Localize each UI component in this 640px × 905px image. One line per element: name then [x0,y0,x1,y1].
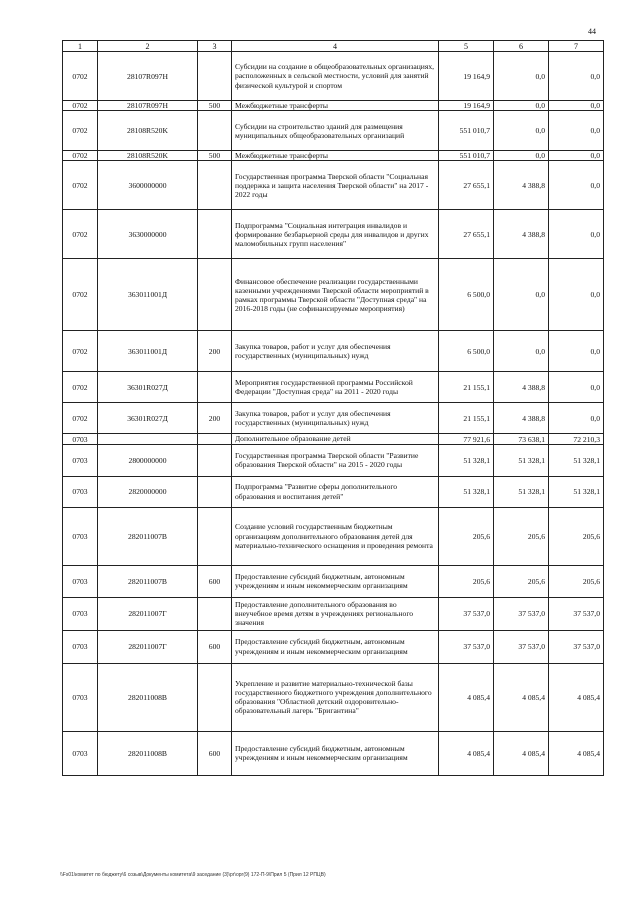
amount-col5-cell: 205,6 [439,565,494,597]
item-name-cell: Финансовое обеспечение реализации государственными казенными учреждениями Тверской области мероприятий в рамках программы Тверской области "Доступная среда" на 2016-2018 годы (не софинансируемые мероприятия) [232,259,439,331]
table-row [63,597,604,630]
amount-col7-cell: 0,0 [549,111,604,151]
target-code-cell: 282011007B [98,507,198,565]
section-code-cell: 0703 [63,476,98,507]
table-row [63,101,604,111]
amount-col7-cell: 0,0 [549,331,604,372]
table-row [63,434,604,444]
amount-col7-cell: 0,0 [549,151,604,161]
target-code-cell: 363011001Д [98,259,198,331]
expense-type-cell: 600 [198,630,232,663]
amount-col6-cell: 37 537,0 [494,630,549,663]
amount-col5-cell: 77 921,6 [439,434,494,444]
amount-col5-cell: 4 085,4 [439,731,494,775]
section-code-cell: 0703 [63,731,98,775]
column-header: 3 [198,41,232,52]
table-row [63,259,604,331]
table-row [63,403,604,434]
amount-col6-cell: 0,0 [494,111,549,151]
amount-col7-cell: 4 085,4 [549,731,604,775]
column-header: 4 [232,41,439,52]
section-code-cell: 0702 [63,111,98,151]
expense-type-cell: 600 [198,731,232,775]
amount-col5-cell: 551 010,7 [439,151,494,161]
target-code-cell: 28107R097H [98,52,198,101]
amount-col6-cell: 37 537,0 [494,597,549,630]
amount-col5-cell: 51 328,1 [439,476,494,507]
amount-col5-cell: 6 500,0 [439,259,494,331]
amount-col6-cell: 205,6 [494,507,549,565]
expense-type-cell [198,476,232,507]
table-row [63,630,604,663]
amount-col5-cell: 37 537,0 [439,630,494,663]
amount-col6-cell: 0,0 [494,101,549,111]
amount-col5-cell: 21 155,1 [439,403,494,434]
target-code-cell: 28108R520K [98,111,198,151]
expense-type-cell: 500 [198,101,232,111]
table-row [63,111,604,151]
amount-col7-cell: 51 328,1 [549,444,604,476]
amount-col7-cell: 37 537,0 [549,630,604,663]
amount-col5-cell: 4 085,4 [439,663,494,731]
amount-col7-cell: 0,0 [549,259,604,331]
target-code-cell: 282011008B [98,663,198,731]
target-code-cell: 28107R097H [98,101,198,111]
amount-col6-cell: 0,0 [494,331,549,372]
expense-type-cell [198,372,232,403]
expense-type-cell [198,259,232,331]
column-header: 6 [494,41,549,52]
amount-col5-cell: 6 500,0 [439,331,494,372]
file-path-footer: \\Fs01\комитет по бюджету\6 созыв\Документы комитета\9 заседание (3)\рг\орг(9) 172-П-9\Прил 5 (Прил 12 РПЦВ) [60,872,326,878]
item-name-cell: Субсидии на создание в общеобразовательных организациях, расположенных в сельской местности, условий для занятий физической культурой и спортом [232,52,439,101]
expense-type-cell: 500 [198,151,232,161]
expense-type-cell: 200 [198,331,232,372]
expense-type-cell [198,52,232,101]
amount-col6-cell: 4 085,4 [494,731,549,775]
item-name-cell: Межбюджетные трансферты [232,101,439,111]
amount-col6-cell: 205,6 [494,565,549,597]
expense-type-cell [198,434,232,444]
expense-type-cell [198,663,232,731]
target-code-cell [98,434,198,444]
amount-col7-cell: 0,0 [549,210,604,259]
amount-col6-cell: 4 085,4 [494,663,549,731]
section-code-cell: 0702 [63,331,98,372]
target-code-cell: 282011007B [98,565,198,597]
amount-col6-cell: 0,0 [494,52,549,101]
amount-col7-cell: 205,6 [549,565,604,597]
item-name-cell: Государственная программа Тверской области "Социальная поддержка и защита населения Тверской области" на 2017 - 2022 годы [232,161,439,210]
expense-type-cell [198,161,232,210]
amount-col7-cell: 0,0 [549,52,604,101]
section-code-cell: 0702 [63,161,98,210]
amount-col6-cell: 4 388,8 [494,161,549,210]
target-code-cell: 282011008B [98,731,198,775]
item-name-cell: Укрепление и развитие материально-технической базы государственного бюджетного учреждения дополнительного образования "Областной детский оздоровительно-образовательный лагерь "Бригантина" [232,663,439,731]
table-row [63,52,604,101]
item-name-cell: Предоставление субсидий бюджетным, автономным учреждениям и иным некоммерческим организациям [232,630,439,663]
section-code-cell: 0702 [63,101,98,111]
amount-col7-cell: 72 210,3 [549,434,604,444]
item-name-cell: Закупка товаров, работ и услуг для обеспечения государственных (муниципальных) нужд [232,331,439,372]
item-name-cell: Предоставление субсидий бюджетным, автономным учреждениям и иным некоммерческим организациям [232,565,439,597]
amount-col5-cell: 551 010,7 [439,111,494,151]
item-name-cell: Межбюджетные трансферты [232,151,439,161]
table-row [63,331,604,372]
section-code-cell: 0702 [63,403,98,434]
item-name-cell: Подпрограмма "Социальная интеграция инвалидов и формирование безбарьерной среды для инвалидов и других маломобильных групп населения" [232,210,439,259]
item-name-cell: Государственная программа Тверской области "Развитие образования Тверской области" на 2015 - 2020 годы [232,444,439,476]
amount-col5-cell: 51 328,1 [439,444,494,476]
amount-col7-cell: 51 328,1 [549,476,604,507]
column-header: 2 [98,41,198,52]
item-name-cell: Закупка товаров, работ и услуг для обеспечения государственных (муниципальных) нужд [232,403,439,434]
amount-col7-cell: 4 085,4 [549,663,604,731]
budget-table [62,40,604,776]
amount-col6-cell: 51 328,1 [494,476,549,507]
table-row [63,151,604,161]
item-name-cell: Мероприятия государственной программы Российской Федерации "Доступная среда" на 2011 - 2020 годы [232,372,439,403]
amount-col7-cell: 37 537,0 [549,597,604,630]
section-code-cell: 0703 [63,663,98,731]
section-code-cell: 0703 [63,444,98,476]
section-code-cell: 0703 [63,597,98,630]
amount-col5-cell: 205,6 [439,507,494,565]
target-code-cell: 282011007Г [98,630,198,663]
amount-col6-cell: 0,0 [494,151,549,161]
target-code-cell: 28108R520K [98,151,198,161]
target-code-cell: 2820000000 [98,476,198,507]
table-row [63,476,604,507]
table-row [63,161,604,210]
target-code-cell: 282011007Г [98,597,198,630]
amount-col5-cell: 27 655,1 [439,161,494,210]
column-header: 5 [439,41,494,52]
amount-col7-cell: 0,0 [549,101,604,111]
section-code-cell: 0702 [63,259,98,331]
page-number: 44 [588,27,596,36]
amount-col7-cell: 0,0 [549,372,604,403]
amount-col7-cell: 0,0 [549,161,604,210]
amount-col5-cell: 37 537,0 [439,597,494,630]
amount-col5-cell: 19 164,9 [439,52,494,101]
table-row [63,663,604,731]
target-code-cell: 3630000000 [98,210,198,259]
amount-col5-cell: 27 655,1 [439,210,494,259]
item-name-cell: Создание условий государственным бюджетным организациям дополнительного образования детей для материально-технического оснащения и проведения ремонта [232,507,439,565]
section-code-cell: 0703 [63,434,98,444]
expense-type-cell [198,597,232,630]
table-row [63,372,604,403]
amount-col5-cell: 21 155,1 [439,372,494,403]
amount-col6-cell: 4 388,8 [494,403,549,434]
item-name-cell: Дополнительное образование детей [232,434,439,444]
expense-type-cell: 200 [198,403,232,434]
expense-type-cell [198,507,232,565]
expense-type-cell [198,444,232,476]
amount-col5-cell: 19 164,9 [439,101,494,111]
amount-col6-cell: 4 388,8 [494,210,549,259]
target-code-cell: 2800000000 [98,444,198,476]
table-row [63,731,604,775]
amount-col6-cell: 0,0 [494,259,549,331]
item-name-cell: Подпрограмма "Развитие сферы дополнительного образования и воспитания детей" [232,476,439,507]
section-code-cell: 0703 [63,507,98,565]
section-code-cell: 0703 [63,565,98,597]
table-row [63,507,604,565]
expense-type-cell: 600 [198,565,232,597]
table-row [63,565,604,597]
section-code-cell: 0703 [63,630,98,663]
column-header: 7 [549,41,604,52]
target-code-cell: 36301R027Д [98,403,198,434]
expense-type-cell [198,111,232,151]
amount-col6-cell: 73 638,1 [494,434,549,444]
item-name-cell: Предоставление субсидий бюджетным, автономным учреждениям и иным некоммерческим организациям [232,731,439,775]
section-code-cell: 0702 [63,210,98,259]
table-header-row [63,41,604,52]
item-name-cell: Предоставление дополнительного образования во внеучебное время детям в учреждениях регионального значения [232,597,439,630]
amount-col7-cell: 0,0 [549,403,604,434]
amount-col6-cell: 51 328,1 [494,444,549,476]
amount-col7-cell: 205,6 [549,507,604,565]
amount-col6-cell: 4 388,8 [494,372,549,403]
expense-type-cell [198,210,232,259]
section-code-cell: 0702 [63,151,98,161]
table-row [63,444,604,476]
section-code-cell: 0702 [63,52,98,101]
target-code-cell: 3600000000 [98,161,198,210]
table-row [63,210,604,259]
column-header: 1 [63,41,98,52]
target-code-cell: 363011001Д [98,331,198,372]
section-code-cell: 0702 [63,372,98,403]
item-name-cell: Субсидии на строительство зданий для размещения муниципальных общеобразовательных организаций [232,111,439,151]
target-code-cell: 36301R027Д [98,372,198,403]
